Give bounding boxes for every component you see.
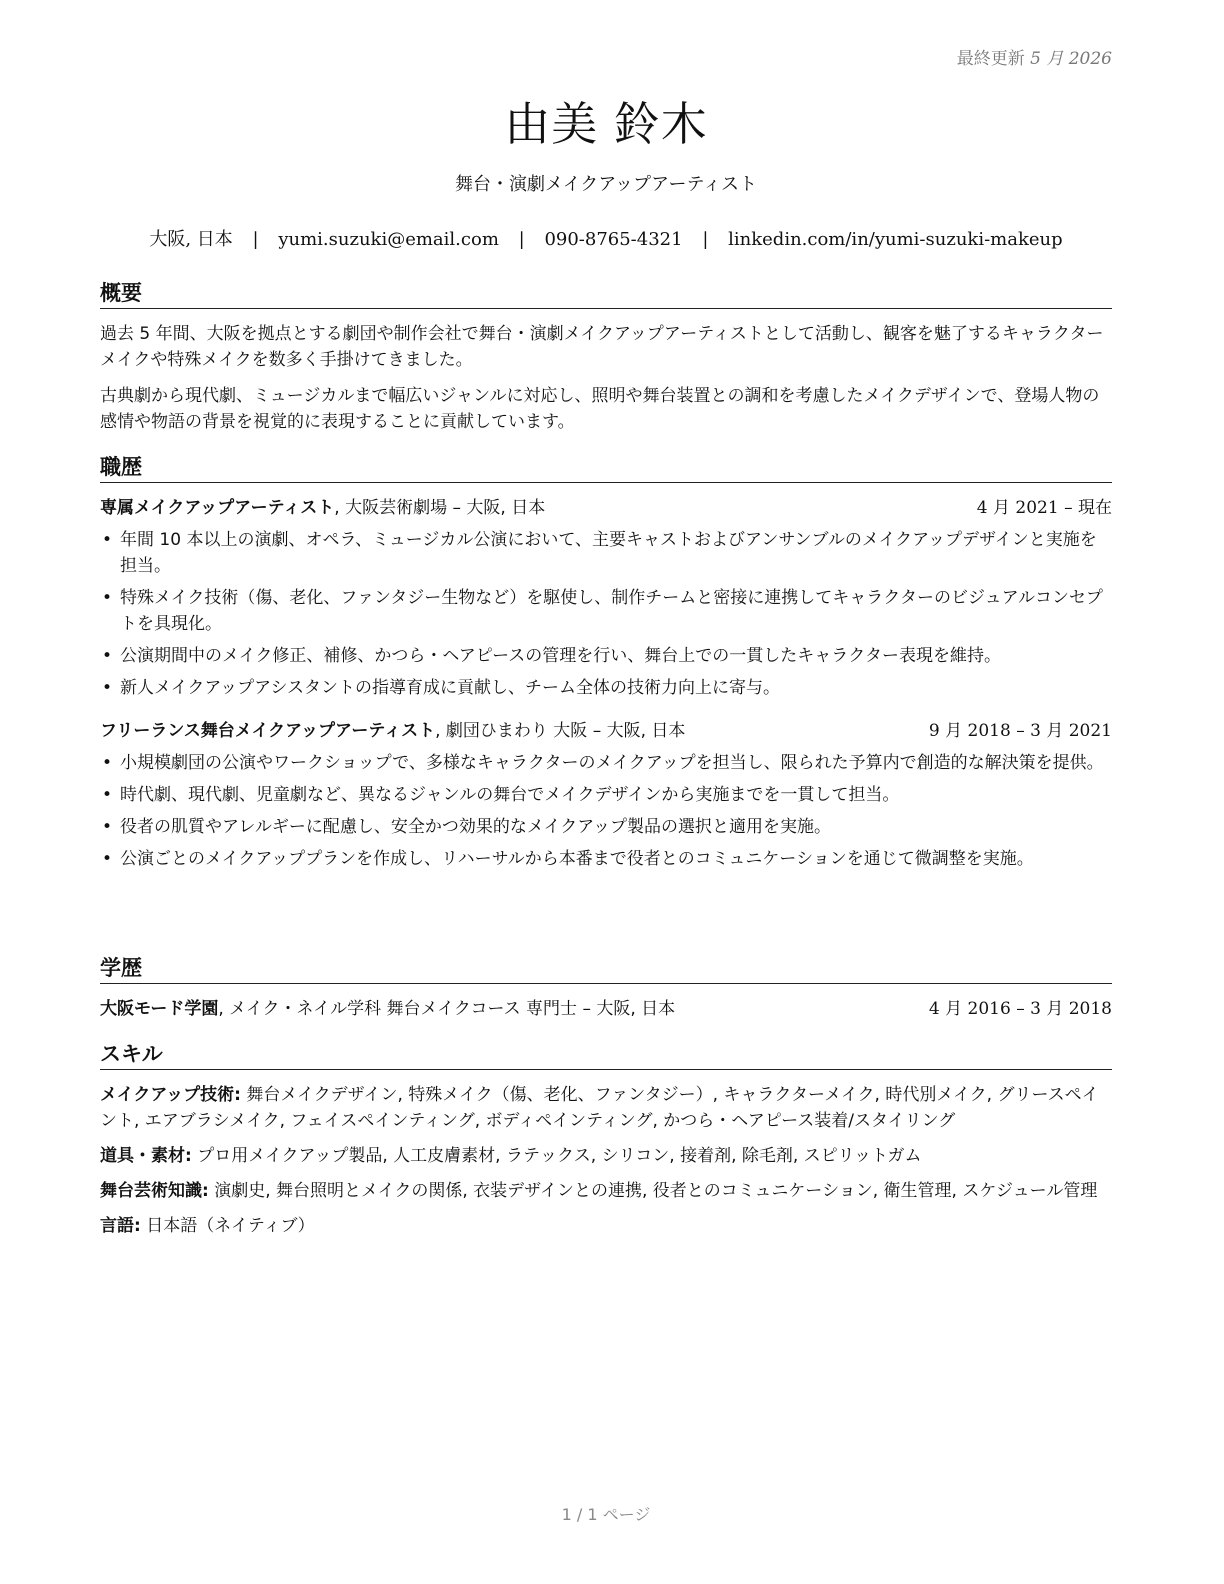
candidate-name: 由美 鈴木 — [504, 97, 708, 151]
last-updated-label: 最終更新 — [956, 49, 1025, 69]
contact-location: 大阪, 日本 — [149, 229, 233, 250]
summary-section — [100, 277, 1112, 435]
skill-line — [100, 1213, 1112, 1239]
education-title: 学歴 — [100, 952, 1112, 984]
job-bullets — [100, 750, 1112, 872]
experience-section — [100, 451, 1112, 878]
last-updated — [957, 44, 1112, 69]
contact-line — [100, 225, 1112, 251]
list-item: • 役者の肌質やアレルギーに配慮し、安全かつ効果的なメイクアップ製品の選択と適用を実施。 — [102, 817, 832, 837]
resume-page — [100, 0, 1112, 1584]
summary-paragraph: 古典劇から現代劇、ミュージカルまで幅広いジャンルに対応し、照明や舞台装置との調和を考慮したメイクデザインで、登場人物の感情や物語の背景を視覚的に表現することに貢献しています。 — [100, 386, 1100, 432]
job-org: , 大阪芸術劇場 – 大阪, 日本 — [334, 498, 546, 518]
education-date: 4 月 2016 – 3 月 2018 — [928, 999, 1112, 1019]
summary-title: 概要 — [100, 277, 1112, 309]
education-detail: , メイク・ネイル学科 舞台メイクコース 専門士 – 大阪, 日本 — [218, 999, 676, 1019]
job-role: 専属メイクアップアーティスト — [100, 498, 335, 518]
job-bullets — [100, 527, 1112, 701]
summary-paragraph: 過去 5 年間、大阪を拠点とする劇団や制作会社で舞台・演劇メイクアップアーティストとして活動し、観客を魅了するキャラクターメイクや特殊メイクを数多く手掛けてきました。 — [100, 324, 1104, 370]
job-entry — [100, 495, 1112, 701]
job-title: 舞台・演劇メイクアップアーティスト — [454, 174, 758, 195]
contact-phone[interactable]: 090-8765-4321 — [544, 229, 683, 250]
contact-separator: | — [702, 229, 709, 250]
skills-section — [100, 1038, 1112, 1248]
skill-label: 舞台芸術知識: — [100, 1181, 209, 1201]
job-role: フリーランス舞台メイクアップアーティスト — [100, 721, 436, 741]
job-date: 4 月 2021 – 現在 — [976, 498, 1112, 518]
list-item: • 小規模劇団の公演やワークショップで、多様なキャラクターのメイクアップを担当し、限られた予算内で創造的な解決策を提供。 — [102, 753, 1104, 773]
skill-label: 道具・素材: — [100, 1146, 192, 1166]
skill-label: メイクアップ技術: — [100, 1085, 241, 1105]
education-entry — [100, 996, 1112, 1022]
skill-line — [100, 1082, 1112, 1134]
contact-separator: | — [518, 229, 525, 250]
list-item: • 特殊メイク技術（傷、老化、ファンタジー生物など）を駆使し、制作チームと密接に連携してキャラクターのビジュアルコンセプトを具現化。 — [102, 588, 1103, 634]
job-date: 9 月 2018 – 3 月 2021 — [928, 721, 1112, 741]
contact-email[interactable]: yumi.suzuki@email.com — [278, 229, 499, 250]
list-item: • 新人メイクアップアシスタントの指導育成に貢献し、チーム全体の技術力向上に寄与。 — [102, 678, 780, 698]
skill-text: 日本語（ネイティブ） — [140, 1216, 315, 1236]
page-number: 1 / 1 ページ — [561, 1505, 651, 1524]
job-header — [100, 718, 1112, 744]
education-school: 大阪モード学園 — [100, 999, 219, 1019]
list-item: • 公演ごとのメイクアッププランを作成し、リハーサルから本番まで役者とのコミュニケーションを通じて微調整を実施。 — [102, 849, 1034, 869]
experience-title: 職歴 — [100, 451, 1112, 483]
skill-text: 舞台メイクデザイン, 特殊メイク（傷、老化、ファンタジー）, キャラクターメイク, 時代別メイク, グリースペイント, エアブラシメイク, フェイスペインティング, ボディペインティング, かつら・ヘアピース装着/スタイリング — [100, 1085, 1099, 1131]
contact-linkedin[interactable]: linkedin.com/in/yumi-suzuki-makeup — [728, 229, 1063, 250]
skill-line — [100, 1178, 1112, 1204]
skill-label: 言語: — [100, 1216, 141, 1236]
skills-title: スキル — [100, 1038, 1112, 1070]
job-entry — [100, 718, 1112, 872]
job-header — [100, 495, 1112, 521]
last-updated-date: 5 月 2026 — [1030, 49, 1112, 69]
list-item: • 年間 10 本以上の演劇、オペラ、ミュージカル公演において、主要キャストおよびアンサンブルのメイクアップデザインと実施を担当。 — [102, 530, 1097, 576]
job-org: , 劇団ひまわり 大阪 – 大阪, 日本 — [435, 721, 686, 741]
education-section — [100, 952, 1112, 1022]
skill-text: 演劇史, 舞台照明とメイクの関係, 衣装デザインとの連携, 役者とのコミュニケーション, 衛生管理, スケジュール管理 — [208, 1181, 1098, 1201]
skill-line — [100, 1143, 1112, 1169]
list-item: • 公演期間中のメイク修正、補修、かつら・ヘアピースの管理を行い、舞台上での一貫したキャラクター表現を維持。 — [102, 646, 1001, 666]
contact-separator: | — [252, 229, 259, 250]
skill-text: プロ用メイクアップ製品, 人工皮膚素材, ラテックス, シリコン, 接着剤, 除毛剤, スピリットガム — [191, 1146, 922, 1166]
list-item: • 時代劇、現代劇、児童劇など、異なるジャンルの舞台でメイクデザインから実施までを一貫して担当。 — [102, 785, 900, 805]
